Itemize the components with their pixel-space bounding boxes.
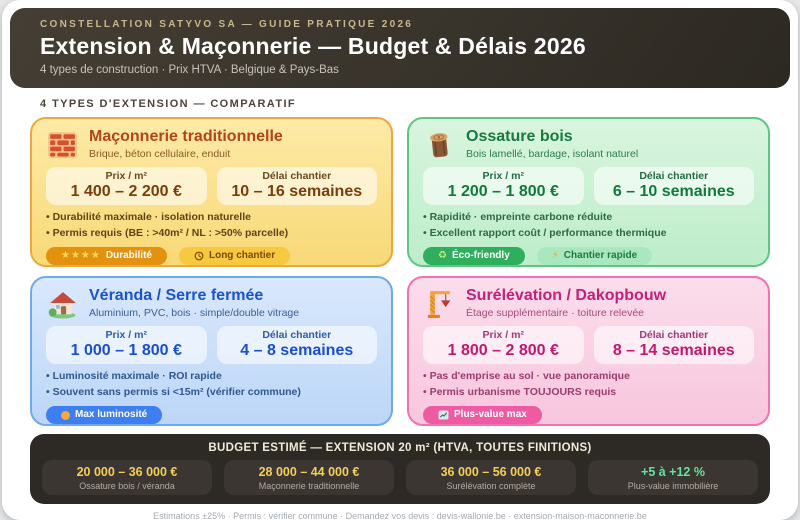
card-subtitle: Brique, béton cellulaire, enduit	[89, 148, 231, 161]
budget-bar	[30, 434, 770, 504]
badge-durabilite	[46, 247, 167, 265]
card-subtitle: Étage supplémentaire · toiture relevée	[466, 307, 645, 320]
delay-value: 8 – 14 semaines	[612, 342, 735, 359]
badge-label: Durabilité	[105, 250, 152, 262]
card-title-block	[466, 128, 638, 160]
card-surelevation	[407, 276, 770, 426]
page-title: Extension & Maçonnerie — Budget & Délais 2026	[40, 33, 586, 59]
page	[2, 0, 798, 520]
card-title-block	[89, 128, 283, 160]
budget-label: Ossature bois / véranda	[79, 481, 175, 491]
price-value: 1 800 – 2 800 €	[447, 342, 559, 359]
stats-row	[423, 167, 754, 205]
crane-icon	[423, 287, 456, 320]
badge-chantier-rapide	[537, 247, 652, 265]
price-label: Prix / m²	[482, 329, 524, 341]
card-header	[423, 128, 754, 161]
card-subtitle: Bois lamellé, bardage, isolant naturel	[466, 148, 639, 161]
price-box	[46, 167, 207, 205]
card-maconnerie-traditionnelle	[30, 117, 393, 267]
stats-row	[423, 326, 754, 364]
delay-box	[217, 167, 378, 205]
house-icon	[46, 287, 79, 320]
cards-grid	[30, 117, 770, 426]
page-subtitle: 4 types de construction · Prix HTVA · Belgique & Pays-Bas	[40, 64, 339, 76]
price-label: Prix / m²	[105, 170, 147, 182]
stats-row	[46, 326, 377, 364]
footer-note: Estimations ±25% · Permis : vérifier commune · Demandez vos devis : devis-wallonie.be · extension-maison-maconnerie.be	[153, 511, 647, 520]
budget-cells	[42, 460, 758, 495]
card-header	[46, 128, 377, 161]
clock-icon	[194, 251, 204, 261]
card-veranda	[30, 276, 393, 426]
budget-value: +5 à +12 %	[641, 465, 705, 479]
badge-label: Long chantier	[208, 250, 276, 262]
stats-row	[46, 167, 377, 205]
delay-box	[217, 326, 378, 364]
delay-label: Délai chantier	[639, 329, 709, 341]
delay-value: 6 – 10 semaines	[612, 183, 735, 200]
delay-label: Délai chantier	[262, 170, 332, 182]
price-label: Prix / m²	[482, 170, 524, 182]
budget-label: Plus-value immobilière	[627, 481, 719, 491]
sun-icon	[61, 411, 70, 420]
price-box	[46, 326, 207, 364]
price-value: 1 000 – 1 800 €	[70, 342, 182, 359]
card-title: Véranda / Serre fermée	[89, 287, 264, 304]
budget-item	[42, 460, 212, 495]
budget-label: Surélévation complète	[446, 481, 536, 491]
card-title: Ossature bois	[466, 128, 573, 145]
card-bullet: • Souvent sans permis si <15m² (vérifier commune)	[46, 385, 377, 401]
badges-row	[46, 247, 377, 265]
budget-value: 28 000 – 44 000 €	[258, 465, 360, 479]
delay-label: Délai chantier	[262, 329, 332, 341]
budget-item	[406, 460, 576, 495]
card-bullet: • Permis requis (BE : >40m² / NL : >50% parcelle)	[46, 226, 377, 242]
bullet-list	[423, 369, 754, 400]
budget-bar-title: BUDGET ESTIMÉ — EXTENSION 20 m² (HTVA, TOUTES FINITIONS)	[208, 442, 592, 454]
delay-box	[594, 326, 755, 364]
card-header	[423, 287, 754, 320]
badges-row	[46, 406, 377, 424]
bullet-list	[423, 210, 754, 241]
card-title-block	[466, 287, 666, 319]
badges-row	[423, 247, 754, 265]
budget-value: 20 000 – 36 000 €	[76, 465, 178, 479]
delay-value: 10 – 16 semaines	[231, 183, 363, 200]
chart-icon	[438, 410, 449, 420]
price-value: 1 200 – 1 800 €	[447, 183, 559, 200]
delay-box	[594, 167, 755, 205]
card-bullet: • Rapidité · empreinte carbone réduite	[423, 210, 754, 226]
badge-label: Max luminosité	[75, 409, 148, 421]
badge-long-chantier	[179, 247, 290, 265]
badges-row	[423, 406, 754, 424]
budget-value: 36 000 – 56 000 €	[440, 465, 542, 479]
bullet-list	[46, 210, 377, 241]
brick-icon	[46, 128, 79, 161]
recycle-icon: ♻	[438, 250, 447, 262]
card-header	[46, 287, 377, 320]
bullet-list	[46, 369, 377, 400]
card-subtitle: Aluminium, PVC, bois · simple/double vitrage	[89, 307, 300, 320]
section-title: 4 TYPES D'EXTENSION — COMPARATIF	[40, 98, 297, 110]
card-bullet: • Pas d'emprise au sol · vue panoramique	[423, 369, 754, 385]
card-bullet: • Permis urbanisme TOUJOURS requis	[423, 385, 754, 401]
price-value: 1 400 – 2 200 €	[70, 183, 182, 200]
budget-item	[224, 460, 394, 495]
budget-label: Maçonnerie traditionnelle	[258, 481, 360, 491]
card-title: Surélévation / Dakopbouw	[466, 287, 667, 304]
header	[10, 8, 790, 88]
badge-max-luminosite	[46, 406, 162, 424]
wood-log-icon	[423, 128, 456, 161]
header-eyebrow: CONSTELLATION SATYVO SA — GUIDE PRATIQUE 2026	[40, 19, 414, 30]
card-bullet: • Luminosité maximale · ROI rapide	[46, 369, 377, 385]
card-bullet: • Excellent rapport coût / performance thermique	[423, 226, 754, 242]
badge-plus-value	[423, 406, 542, 424]
delay-value: 4 – 8 semaines	[240, 342, 354, 359]
card-title: Maçonnerie traditionnelle	[89, 128, 283, 145]
card-ossature-bois	[407, 117, 770, 267]
card-title-block	[89, 287, 299, 319]
delay-label: Délai chantier	[639, 170, 709, 182]
price-label: Prix / m²	[105, 329, 147, 341]
bolt-icon: ⚡	[551, 250, 559, 262]
price-box	[423, 326, 584, 364]
price-box	[423, 167, 584, 205]
budget-item	[588, 460, 758, 495]
badge-label: Chantier rapide	[563, 250, 638, 262]
badge-label: Éco-friendly	[451, 250, 510, 262]
badge-eco-friendly	[423, 247, 525, 265]
card-bullet: • Durabilité maximale · isolation naturelle	[46, 210, 377, 226]
badge-label: Plus-value max	[454, 409, 527, 421]
star-icons: ★★★★	[61, 250, 101, 262]
